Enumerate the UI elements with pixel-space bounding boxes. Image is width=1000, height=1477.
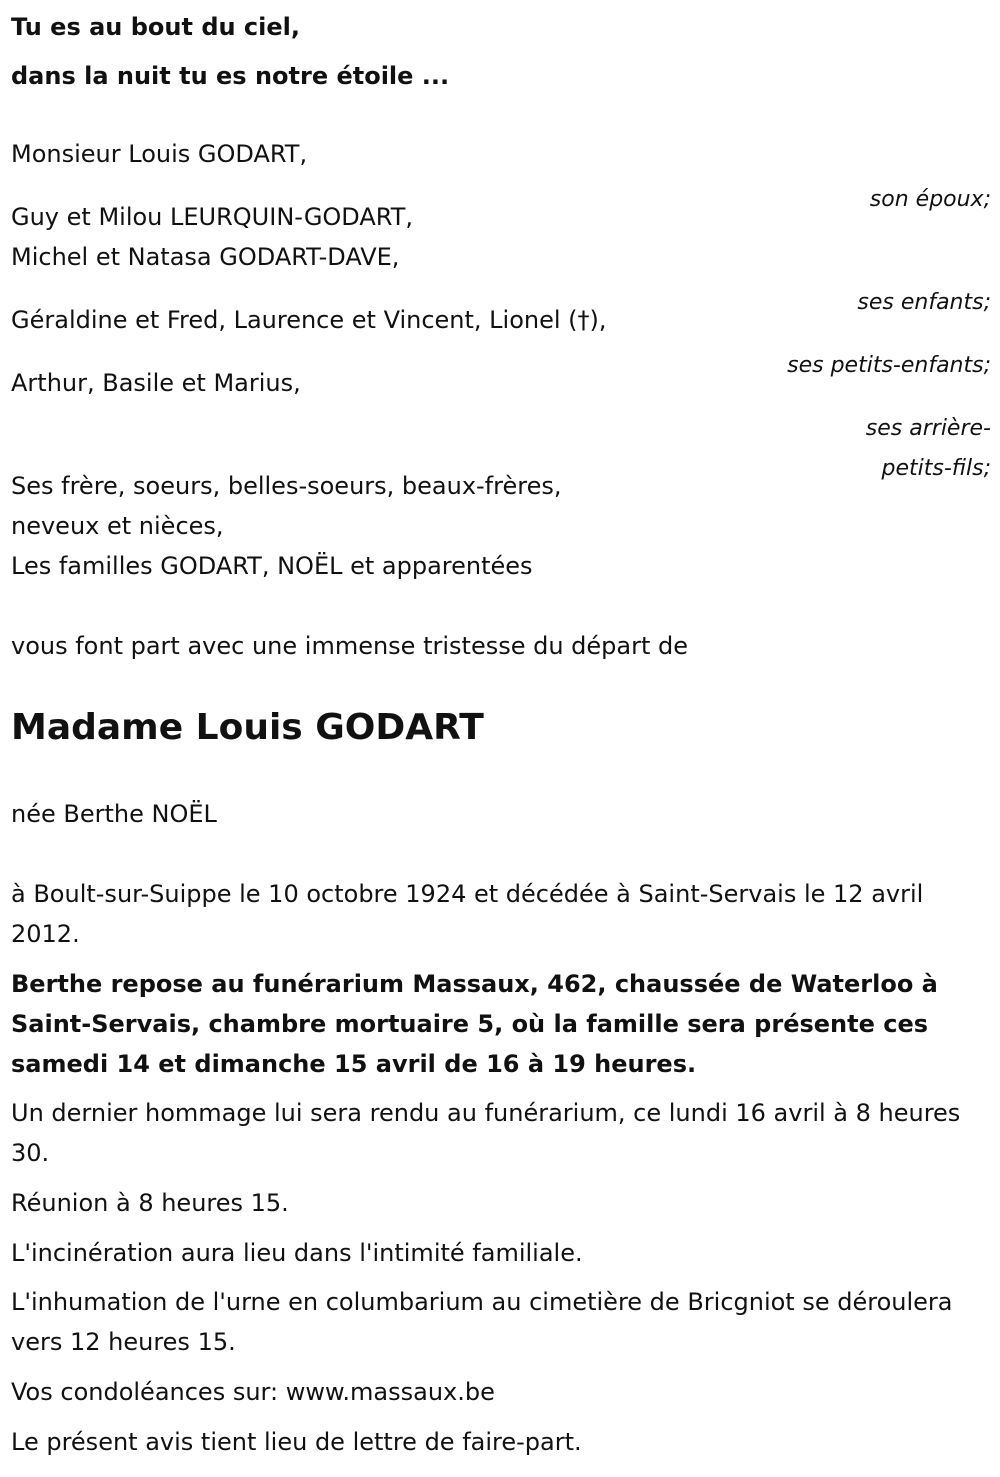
obituary-notice <box>11 0 991 1477</box>
incineration-details: L'incinération aura lieu dans l'intimité familiale. <box>11 1239 583 1267</box>
grandchildren-names: Géraldine et Fred, Laurence et Vincent, Lionel (†), <box>11 306 607 334</box>
reunion-details: Réunion à 8 heures 15. <box>11 1189 289 1217</box>
spouse-name: Monsieur Louis GODART, <box>11 140 308 168</box>
repose-details: Berthe repose au funérarium Massaux, 462, chaussée de Waterloo à Saint-Servais, chambre mortuaire 5, où la famille sera présente ces samedi 14 et dimanche 15 avril de 16 à 19 heures. <box>11 970 938 1078</box>
announcement-text: vous font part avec une immense tristesse du départ de <box>11 632 689 660</box>
deceased-name: Madame Louis GODART <box>11 707 484 748</box>
maiden-name: née Berthe NOËL <box>11 800 217 828</box>
inhumation-details: L'inhumation de l'urne en columbarium au cimetière de Bricgniot se déroulera vers 12 heures 15. <box>11 1288 953 1356</box>
birth-death-dates: à Boult-sur-Suippe le 10 octobre 1924 et décédée à Saint-Servais le 12 avril 2012. <box>11 880 924 948</box>
children-relation: ses enfants; <box>857 290 991 315</box>
poem-line-2: dans la nuit tu es notre étoile ... <box>11 62 450 90</box>
poem-line-1: Tu es au bout du ciel, <box>11 13 301 41</box>
children-line-1: Guy et Milou LEURQUIN-GODART, <box>11 203 413 231</box>
grandchildren-relation: ses petits-enfants; <box>787 353 991 378</box>
relatives-line-3: Les familles GODART, NOËL et apparentées <box>11 552 533 580</box>
children-line-2: Michel et Natasa GODART-DAVE, <box>11 243 400 271</box>
relatives-line-2: neveux et nièces, <box>11 512 224 540</box>
notice-statement: Le présent avis tient lieu de lettre de faire-part. <box>11 1428 582 1456</box>
condolences-link: Vos condoléances sur: www.massaux.be <box>11 1378 495 1406</box>
great-grandchildren-relation-line-1: ses arrière- <box>865 416 991 441</box>
great-grandchildren-relation-line-2: petits-fils; <box>881 456 991 481</box>
relatives-line-1: Ses frère, soeurs, belles-soeurs, beaux-frères, <box>11 472 562 500</box>
hommage-details: Un dernier hommage lui sera rendu au funérarium, ce lundi 16 avril à 8 heures 30. <box>11 1099 961 1167</box>
spouse-relation: son époux; <box>869 187 991 212</box>
great-grandchildren-names: Arthur, Basile et Marius, <box>11 369 301 397</box>
